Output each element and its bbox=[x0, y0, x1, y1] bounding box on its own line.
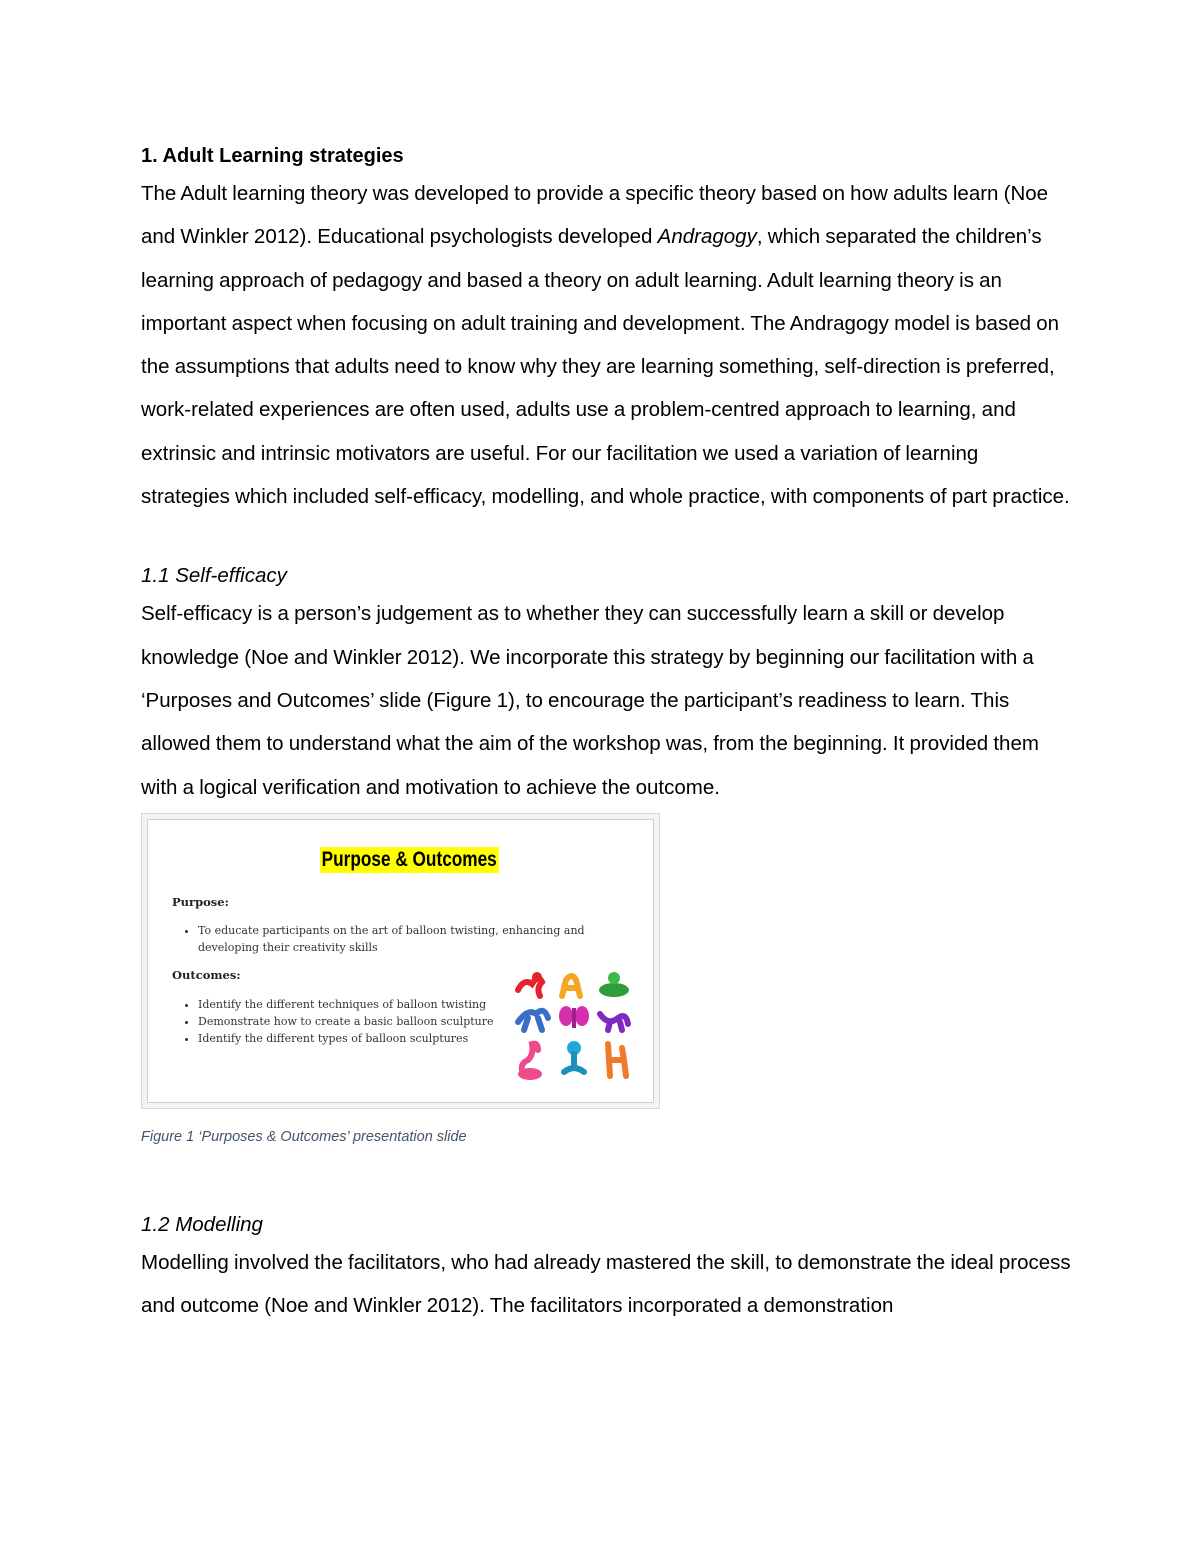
slide-purpose-list bbox=[176, 922, 628, 956]
slide-outcomes-list bbox=[176, 996, 538, 1047]
paragraph-adult-learning-theory bbox=[141, 172, 1071, 518]
balloon-magenta-icon bbox=[559, 1006, 589, 1028]
balloon-blue-icon bbox=[518, 1011, 548, 1030]
spacer bbox=[141, 1149, 1071, 1209]
balloon-orange-icon bbox=[562, 976, 580, 996]
balloon-purple-icon bbox=[600, 1014, 628, 1030]
presentation-slide bbox=[147, 819, 654, 1103]
paragraph-text: The Adult learning theory was developed to provide a specific theory based on how adults learn (Noe and Winkler 2012). Educational psychologists developed bbox=[141, 182, 1049, 249]
section-heading-self-efficacy: 1.1 Self-efficacy bbox=[141, 564, 287, 588]
balloon-pink-icon bbox=[518, 1043, 542, 1079]
section-heading-modelling: 1.2 Modelling bbox=[141, 1212, 263, 1236]
slide-outcome-item: • Identify the different techniques of balloon twisting bbox=[198, 996, 538, 1013]
section-heading-adult-learning: 1. Adult Learning strategies bbox=[141, 145, 404, 167]
document-body bbox=[141, 140, 1071, 1327]
figure-1-slide-image bbox=[141, 813, 660, 1109]
slide-title: Purpose & Outcomes bbox=[321, 847, 497, 871]
paragraph-modelling: Modelling involved the facilitators, who had already mastered the skill, to demonstrate the ideal process and outcome (Noe and Winkler 2012). The facilitators incorporated a demonstration bbox=[141, 1250, 1071, 1318]
balloon-orange-giraffe-icon bbox=[608, 1044, 626, 1076]
balloon-red-icon bbox=[518, 972, 542, 996]
andragogy-term: Andragogy bbox=[657, 225, 757, 249]
paragraph-self-efficacy: Self-efficacy is a person’s judgement as to whether they can successfully learn a skill or develop knowledge (Noe and Winkler 2012). We incorporate this strategy by beginning our facilitation with a ‘Purposes and Outcomes’ slide (Figure 1), to encourage the participant’s readiness to learn. This allowed them to understand what the aim of the workshop was, from the beginning. It provided them with a logical verification and motivation to achieve the outcome. bbox=[141, 602, 1039, 799]
spacer bbox=[141, 518, 1071, 560]
slide-outcomes-label: Outcomes: bbox=[172, 967, 241, 982]
slide-outcome-item: • Demonstrate how to create a basic balloon sculpture bbox=[198, 1013, 538, 1030]
slide-outcome-item: • Identify the different types of balloon sculptures bbox=[198, 1030, 538, 1047]
slide-purpose-label: Purpose: bbox=[172, 894, 229, 909]
paragraph-text: , which separated the children’s learning approach of pedagogy and based a theory on adult learning. Adult learning theory is an important aspect when focusing on adult training and development. The Andragogy model is based on the assumptions that adults need to know why they are learning something, self-direction is preferred, work-related experiences are often used, adults use a problem-centred approach to learning, and extrinsic and intrinsic motivators are useful. For our facilitation we used a variation of learning strategies which included self-efficacy, modelling, and whole practice, with components of part practice. bbox=[141, 225, 1070, 509]
slide-purpose-item: • To educate participants on the art of balloon twisting, enhancing and developing their creativity skills bbox=[198, 922, 628, 956]
balloon-cyan-icon bbox=[564, 1041, 584, 1072]
balloon-green-icon bbox=[599, 972, 629, 997]
balloon-animals-image bbox=[514, 968, 634, 1084]
figure-caption: Figure 1 ‘Purposes & Outcomes’ presentation slide bbox=[141, 1128, 467, 1145]
